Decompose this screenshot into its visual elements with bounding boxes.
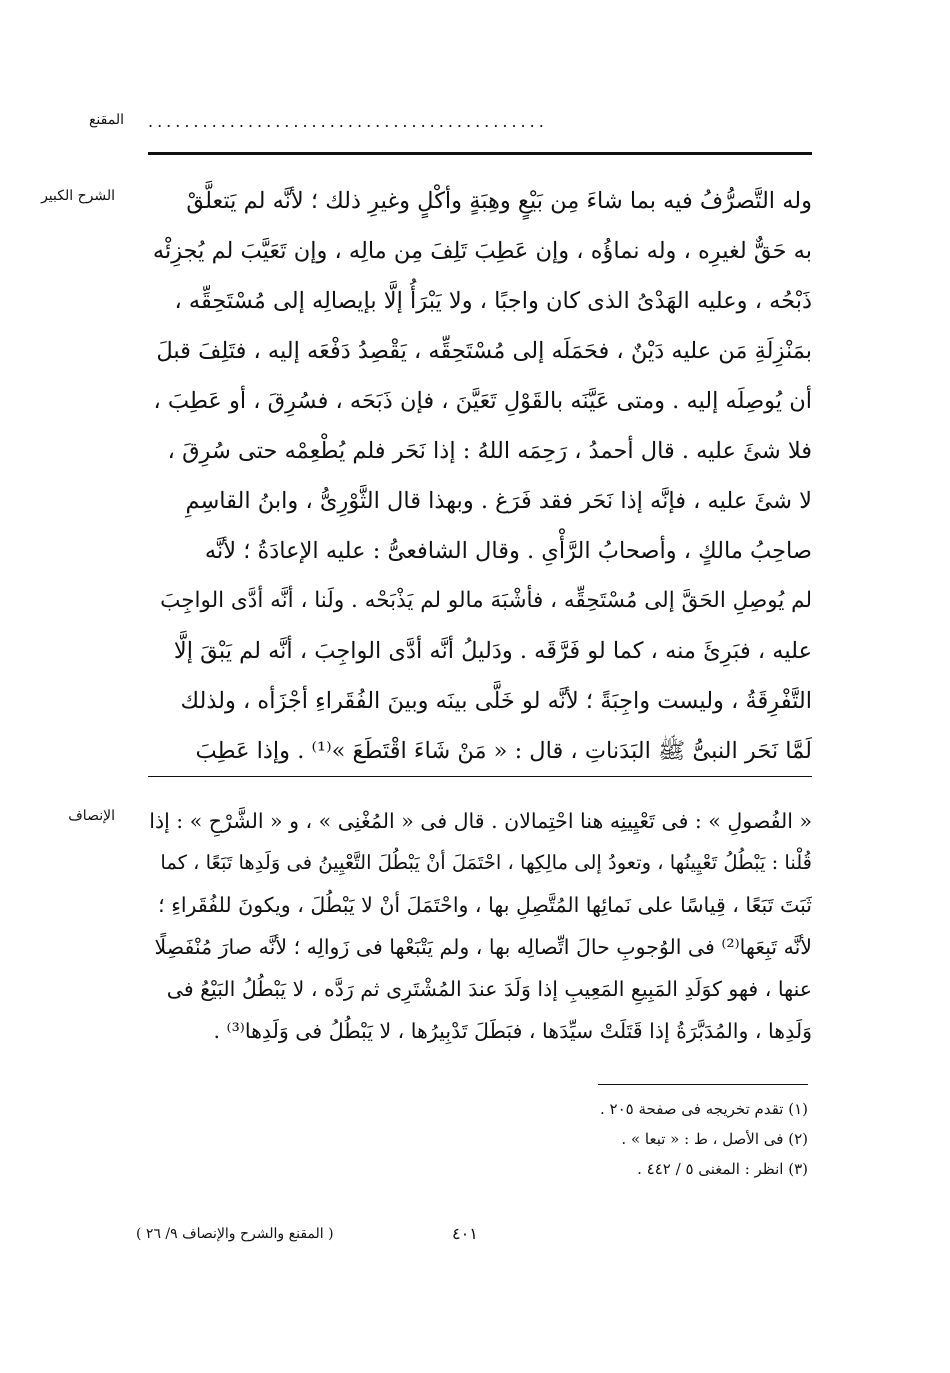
text-line: عنها ، فهو كوَلَدِ المَبِيعِ المَعِيبِ إذا وَلَدَ عندَ المُشْتَرِى ثم رَدَّه ، لا يَبْطُلُ البَيْعُ فى [166,977,812,1001]
dot-leader: ............................................ [148,112,548,131]
text-line: به حَقٌّ لغيرِه ، وله نماؤُه ، وإن عَطِبَ تَلِفَ مِن مالِه ، وإن تَعَيَّبَ لم يُجزِئْه [152,238,812,264]
text-line: ثَبَتَ تَبَعًا ، قِياسًا على نَمائِها المُتَّصِلِ بها ، واحْتَمَلَ أنْ لا يَبْطُلَ ، ويكونَ للفُقَراءِ ؛ [158,893,812,917]
footnote-rule [598,1084,808,1085]
text-line: فلا شئَ عليه . قال أحمدُ ، رَحِمَه اللهُ : إذا نَحَر فلم يُطْعِمْه حتى سُرِقَ ، [167,438,812,464]
footnote: (٢) فى الأصل ، ط : « تبعا » . [621,1130,808,1148]
header-rule [148,152,812,155]
section-divider [148,776,812,777]
insaf-text-block [148,800,812,1052]
text-line: لَمَّا نَحَر النبىُّ ﷺ البَدَناتِ ، قال : « مَنْ شَاءَ اقْتَطَعَ »⁽¹⁾ . وإذا عَطِبَ [195,738,812,764]
text-line: لم يُوصِلِ الحَقَّ إلى مُسْتَحِقِّه ، فأشْبَهَ مالو لم يَذْبَحْه . ولَنا ، أنَّه أدَّى الواجِبَ [160,588,812,613]
section-label-sharh: الشرح الكبير [41,188,115,204]
footnote: (٣) انظر : المغنى ٥ / ٤٤٢ . [637,1160,808,1178]
text-line: « الفُصولِ » : فى تَعْيِينِه هنا احْتِمالان . قال فى « المُغْنِى » ، و « الشَّرْحِ » : إذا [149,809,812,833]
section-label-insaf: الإنصاف [68,808,115,824]
text-line: قُلْنا : يَبْطُلُ تَعْيِينُها ، وتعودُ إلى مالِكِها ، احْتَمَلَ أنْ يَبْطُلَ التَّعْيِينُ فى وَلَدِها تَبَعًا ، كما [160,851,812,874]
running-title: المقنع [88,112,124,128]
sharh-text-block [148,176,812,776]
text-line: لأنَّه تَبِعَها⁽²⁾ فى الوُجوبِ حالَ اتِّصالِه بها ، ولم يَتْبَعْها فى زَوالِه ؛ لأنَّه صارَ مُنْفَصِلًا [154,935,812,959]
page-number: ٤٠١ [452,1224,478,1243]
volume-reference: ( المقنع والشرح والإنصاف ٩/ ٢٦ ) [136,1226,334,1242]
text-line: أن يُوصِلَه إليه . ومتى عَيَّنَه بالقَوْلِ تَعَيَّنَ ، فإن ذَبَحَه ، فسُرِقَ ، أو عَطِبَ ، [153,388,812,414]
text-line: لا شئَ عليه ، فإنَّه إذا نَحَر فقد فَرَغ . وبهذا قال الثَّوْرِىُّ ، وابنُ القاسِمِ [185,488,812,514]
text-line: صاحِبُ مالكٍ ، وأصحابُ الرَّأْىِ . وقال الشافعىُّ : عليه الإعادَةُ ؛ لأنَّه [204,538,812,564]
footnote: (١) تقدم تخريجه فى صفحة ٢٠٥ . [599,1100,808,1118]
footnotes [408,1094,808,1184]
text-line: بمَنْزِلَةِ مَن عليه دَيْنٌ ، فحَمَلَه إلى مُسْتَحِقِّه ، يَقْصِدُ دَفْعَه إليه ، فتَلِفَ قبلَ [156,338,812,364]
text-line: التَّفْرِقَةُ ، وليست واجِبَةً ؛ لأنَّه لو خَلَّى بينَه وبينَ الفُقَراءِ أجْزَأه ، ولذلك [180,688,812,714]
text-line: وَلَدِها ، والمُدَبَّرَةُ إذا قَتَلَتْ سيِّدَها ، فبَطَلَ تَدْبِيرُها ، لا يَبْطُلُ فى وَلَدِها⁽³⁾ . [213,1019,812,1043]
text-line: وله التَّصرُّفُ فيه بما شاءَ مِن بَيْعٍ وهِبَةٍ وأكْلٍ وغيرِ ذلك ؛ لأنَّه لم يَتعلَّقْ [186,188,812,214]
text-line: ذَبْحُه ، وعليه الهَدْىُ الذى كان واجبًا ، ولا يَبْرَأُ إلَّا بإيصالِه إلى مُسْتَحِقِّه ، [174,288,812,314]
text-line: عليه ، فبَرِئَ منه ، كما لو فَرَّقَه . ودَليلُ أنَّه أدَّى الواجِبَ ، أنَّه لم يَبْقَ إلَّا [173,638,812,664]
